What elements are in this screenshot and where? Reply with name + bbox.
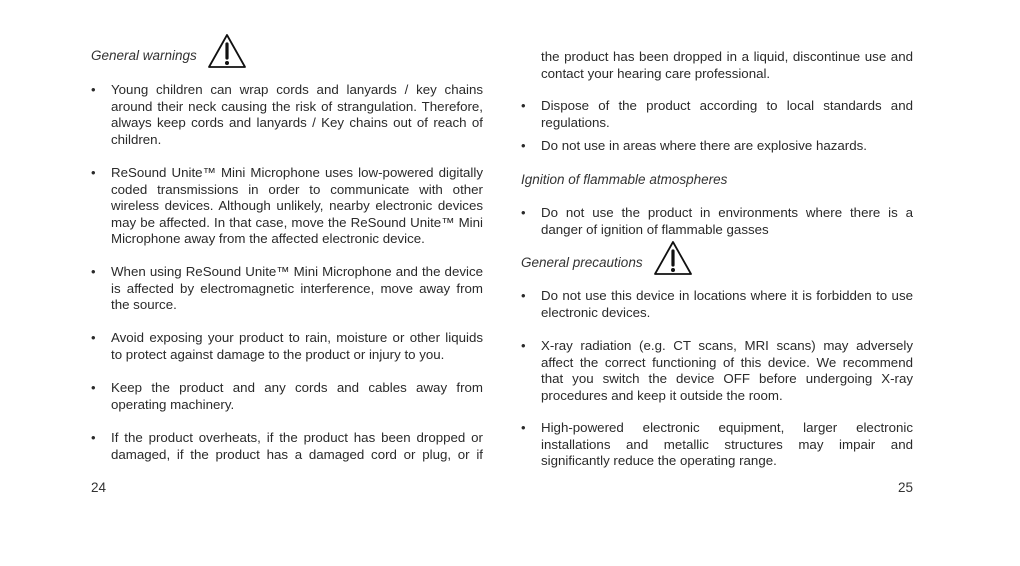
warning-triangle-icon [207, 33, 247, 72]
continued-text: the product has been dropped in a liquid, discontinue use and contact your hearing care professional. [541, 49, 913, 81]
general-precautions-title: General precautions [521, 255, 643, 270]
list-item: • Dispose of the product according to local standards and regulations. [521, 98, 913, 130]
list-item: • Do not use this device in locations where it is forbidden to use electronic devices. [521, 288, 913, 320]
list-item: • ReSound Unite™ Mini Microphone uses low-powered digitally coded transmissions in order to communicate with other wireless devices. Although unlikely, nearby electronic devices may be affected. In that case, move the ReSound Unite™ Mini Microphone away from the affected electronic device. [91, 165, 483, 247]
list-item: • X-ray radiation (e.g. CT scans, MRI scans) may adversely affect the correct functioning of this device. We recommend that you switch the device OFF before undergoing X-ray procedures and keep it outside the room. [521, 338, 913, 403]
page-number-right: 25 [897, 480, 913, 495]
warning-triangle-icon [653, 240, 693, 279]
general-warnings-heading [91, 33, 247, 72]
list-item: • Do not use in areas where there are explosive hazards. [521, 138, 867, 153]
ignition-heading: Ignition of flammable atmospheres [521, 172, 728, 187]
list-item: • Keep the product and any cords and cables away from operating machinery. [91, 380, 483, 412]
list-item: • When using ReSound Unite™ Mini Microphone and the device is affected by electromagnetic interference, move away from the source. [91, 264, 483, 313]
list-item: • Avoid exposing your product to rain, moisture or other liquids to protect against damage to the product or injury to you. [91, 330, 483, 362]
general-precautions-heading [521, 240, 693, 279]
list-item: • Do not use the product in environments where there is a danger of ignition of flammable gasses [521, 205, 913, 237]
general-warnings-title: General warnings [91, 48, 197, 63]
list-item: • High-powered electronic equipment, larger electronic installations and metallic structures may impair and significantly reduce the operating range. [521, 420, 913, 469]
list-item: • Young children can wrap cords and lanyards / key chains around their neck causing the risk of strangulation. Therefore, always keep cords and lanyards / Key chains out of reach of children. [91, 82, 483, 147]
page-number-left: 24 [91, 480, 107, 495]
list-item: • If the product overheats, if the product has been dropped or damaged, if the product has a damaged cord or plug, or if [91, 430, 483, 462]
